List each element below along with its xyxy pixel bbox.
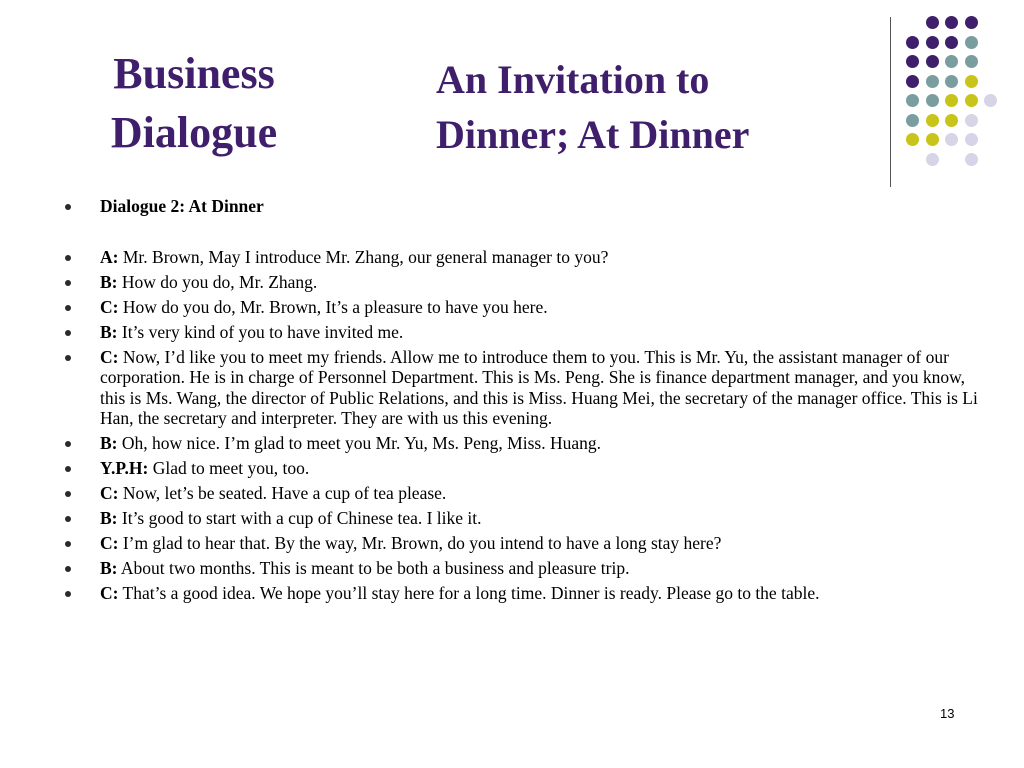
line-text: I’m glad to hear that. By the way, Mr. Brown, do you intend to have a long stay here?: [118, 533, 722, 553]
decorative-dot: [945, 75, 958, 88]
line-text: Oh, how nice. I’m glad to meet you Mr. Yu, Ms. Peng, Miss. Huang.: [117, 433, 601, 453]
decorative-dot: [965, 153, 978, 166]
decorative-dot: [906, 55, 919, 68]
decorative-dot: [926, 36, 939, 49]
speaker-label: B:: [100, 321, 118, 342]
decorative-dot: [906, 36, 919, 49]
decorative-dot: [945, 94, 958, 107]
decorative-dot: [945, 36, 958, 49]
dialogue-line: [62, 583, 982, 604]
decorative-dot: [945, 55, 958, 68]
dialogue-line: [62, 458, 982, 479]
speaker-label: C:: [100, 346, 119, 367]
decorative-dot: [965, 94, 978, 107]
line-text: That’s a good idea. We hope you’ll stay here for a long time. Dinner is ready. Please go to the table.: [118, 583, 820, 603]
line-text: About two months. This is meant to be both a business and pleasure trip.: [117, 558, 630, 578]
speaker-label: B:: [100, 508, 118, 528]
decorative-dot: [945, 114, 958, 127]
title-left-line-2: Dialogue: [110, 108, 278, 157]
dialogue-line: [62, 558, 982, 579]
line-text: How do you do, Mr. Brown, It’s a pleasure to have you here.: [118, 296, 548, 317]
decorative-dot: [965, 75, 978, 88]
decorative-dot: [926, 16, 939, 29]
dialogue-line: [62, 347, 982, 429]
decorative-dot: [926, 94, 939, 107]
speaker-label: A:: [100, 246, 119, 267]
line-text: Glad to meet you, too.: [148, 458, 310, 478]
decorative-dot: [965, 16, 978, 29]
line-text: Mr. Brown, May I introduce Mr. Zhang, our general manager to you?: [118, 246, 609, 267]
line-text: How do you do, Mr. Zhang.: [117, 271, 318, 292]
decorative-dot: [926, 153, 939, 166]
decorative-dot: [906, 133, 919, 146]
decorative-dot: [965, 55, 978, 68]
speaker-label: C:: [100, 583, 119, 603]
speaker-label: C:: [100, 296, 119, 317]
decorative-dot: [906, 75, 919, 88]
slide-title-right: [436, 52, 866, 162]
speaker-label: C:: [100, 483, 119, 503]
decorative-dot: [984, 94, 997, 107]
dialogue-line: [62, 508, 982, 529]
speaker-label: Y.P.H:: [100, 458, 149, 478]
title-right-line-1: An Invitation to: [436, 57, 710, 102]
decorative-dot: [965, 133, 978, 146]
decorative-dot: [906, 114, 919, 127]
speaker-label: C:: [100, 533, 119, 553]
line-text: Now, I’d like you to meet my friends. Allow me to introduce them to you. This is Mr. Yu, the assistant manager of our corporation. He is in charge of Personnel Department. This is Ms. Peng. She is finance department manager, and you know, this is Ms. Wang, the director of Public Relations, and this is Miss. Huang Mei, the secretary of the manager office. This is Li Han, the secretary and interpreter. They are with us this evening.: [100, 346, 978, 428]
line-text: Now, let’s be seated. Have a cup of tea please.: [118, 483, 447, 503]
dialogue-line: [62, 483, 982, 504]
dialogue-heading: [62, 196, 982, 217]
page-number: 13: [940, 706, 955, 721]
dialogue-line: [62, 272, 982, 293]
dialogue-line: [62, 247, 982, 268]
speaker-label: B:: [100, 271, 118, 292]
line-text: It’s very kind of you to have invited me.: [117, 321, 404, 342]
dialogue-list: [62, 196, 982, 608]
decorative-dot: [945, 16, 958, 29]
decorative-dot: [965, 36, 978, 49]
dialogue-line: [62, 297, 982, 318]
decorative-dot: [926, 114, 939, 127]
slide-title-left: [94, 44, 294, 162]
title-right-line-2: Dinner; At Dinner: [436, 112, 750, 157]
decorative-dot: [945, 133, 958, 146]
speaker-label: B:: [100, 558, 118, 578]
speaker-label: B:: [100, 433, 118, 453]
dialogue-line: [62, 433, 982, 454]
decorative-dot: [906, 94, 919, 107]
dialogue-line: [62, 322, 982, 343]
decorative-divider: [890, 17, 891, 187]
decorative-dot-grid: [906, 16, 1006, 166]
decorative-dot: [926, 55, 939, 68]
dialogue-heading-text: Dialogue 2: At Dinner: [100, 196, 264, 216]
line-text: It’s good to start with a cup of Chinese tea. I like it.: [117, 508, 482, 528]
decorative-dot: [965, 114, 978, 127]
title-left-line-1: Business: [113, 49, 275, 98]
decorative-dot: [926, 75, 939, 88]
decorative-dot: [926, 133, 939, 146]
dialogue-line: [62, 533, 982, 554]
